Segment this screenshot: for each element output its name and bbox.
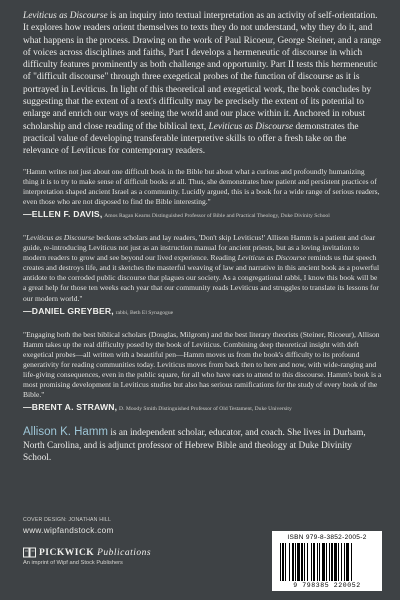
endorser-affiliation: rabbi, Beth El Synagogue	[115, 309, 174, 316]
author-name: Allison K. Hamm	[23, 426, 108, 439]
book-title-italic: Leviticus as Discourse	[237, 253, 306, 263]
author-bio	[23, 426, 382, 464]
publisher-name-part: Publications	[94, 547, 152, 558]
endorser-affiliation: Amos Ragan Kearns Distinguished Professor of Bible and Practical Theology, Duke Divinity School	[104, 212, 330, 219]
endorsement-quote: "Engaging both the best biblical scholars (Douglas, Milgrom) and the best literary theorists (Steiner, Ricoeur), Allison Hamm takes up the real difficulty posed by the book of Leviticus. Combining deep theoretical insight with deft exegetical probes—all written with a beautiful pen—Hamm moves us from the book's difficulty to its profound generativity for reading communities today. Leviticus moves from back then to here and now, with wide-ranging and life-giving consequences, even in the public square, for all who have ears to attend to this discourse. Hamm's book is a most promising development in Leviticus studies but also has serious ramifications for the study of every book of the Bible."	[23, 329, 382, 400]
cover-footer	[23, 517, 382, 597]
endorsement-attribution	[23, 209, 382, 221]
pickwick-logo-icon	[23, 547, 36, 558]
isbn-text: ISBN 979-8-3852-2005-2	[287, 534, 367, 541]
book-title-italic: Leviticus as Discourse	[208, 121, 294, 132]
bio-text: is an independent scholar, educator, and coach. She lives in Durham, North Carolina, and is adjunct professor of Hebrew Bible and theology at Duke Divinity School.	[23, 428, 366, 463]
endorser-name: —ELLEN F. DAVIS,	[23, 208, 103, 219]
open-quote: "	[23, 232, 27, 242]
publisher-name-part: PICKWICK	[39, 547, 95, 558]
endorsements	[23, 167, 382, 415]
book-description	[23, 10, 382, 158]
endorsement-greyber	[23, 233, 382, 318]
quote-text: reminds us that speech creates and destroys life, and it sketches the masterful weaving of law and narrative in this ancient book as a powerful antidote to the corroded public discourse that plagues our society. As a congregational rabbi, I know this book will be a great help for those ten weeks each year that our community reads Leviticus and struggles to translate its lessons for our modern world."	[23, 253, 380, 303]
endorsement-strawn	[23, 330, 382, 415]
barcode-bars	[280, 543, 374, 581]
isbn-barcode	[272, 531, 382, 591]
endorsement-quote	[23, 233, 382, 304]
imprint-line: An imprint of Wipf and Stock Publishers	[23, 560, 123, 566]
publisher-name	[39, 548, 151, 558]
book-title-italic: Leviticus as Discourse	[23, 11, 108, 21]
endorsement-attribution	[23, 402, 382, 414]
endorsement-davis	[23, 167, 382, 221]
description-text: is an inquiry into textual interpretation as an activity of self-orientation. It explores how readers orient themselves to texts they do not understand, why they do it, and what happens in the process. Drawing on the work of Paul Ricoeur, George Steiner, and a range of voices across disciplines and faiths, Part I develops a hermeneutic of discourse in which difficulty features prominently as both challenge and opportunity. Part II tests this hermeneutic of "difficult discourse" through three exegetical probes of the function of discourse as it is portrayed in Leviticus. In light of this theoretical and exegetical work, the book concludes by suggesting that the extent of a text's difficulty may be precisely the extent of its potential to enlarge and enrich our ways of seeing the world and our place within it. Anchored in robust scholarship and close reading of the biblical text,	[23, 11, 381, 132]
endorsement-quote: "Hamm writes not just about one difficult book in the Bible but about what a curious and profoundly humanizing thing it is to try to make sense of difficult books at all. Thus, she demonstrates how patient and persistent practices of interpretation shaped ancient Israel as a community. Lucidly argued, this is a book for a wide range of serious readers, even those who are not disposed to find the Bible interesting."	[23, 166, 380, 206]
endorser-name: —BRENT A. STRAWN,	[23, 402, 118, 413]
publisher-url: www.wipfandstock.com	[23, 526, 114, 535]
cover-design-credit: COVER DESIGN: JONATHAN HILL	[23, 517, 112, 523]
endorser-affiliation: D. Moody Smith Distinguished Professor of Old Testament, Duke University	[119, 406, 292, 413]
description-text: demonstrates the practical value of developing transferable interpretive skills to offer a fresh take on the relevance of Leviticus for contemporary readers.	[23, 121, 359, 157]
endorser-name: —DANIEL GREYBER,	[23, 305, 114, 316]
endorsement-attribution	[23, 306, 382, 318]
book-title-italic: Leviticus as Discourse	[26, 232, 95, 242]
barcode-digits: 9 798385 220052	[293, 582, 361, 589]
quote-text: beckons scholars and lay readers, 'Don't skip Leviticus!' Allison Hamm is a patient and clear guide, re-introducing Leviticus not just as an instruction manual for ancient priests, but as a loving invitation to modern readers to grow and see beyond our lived experience. Reading	[23, 232, 376, 263]
